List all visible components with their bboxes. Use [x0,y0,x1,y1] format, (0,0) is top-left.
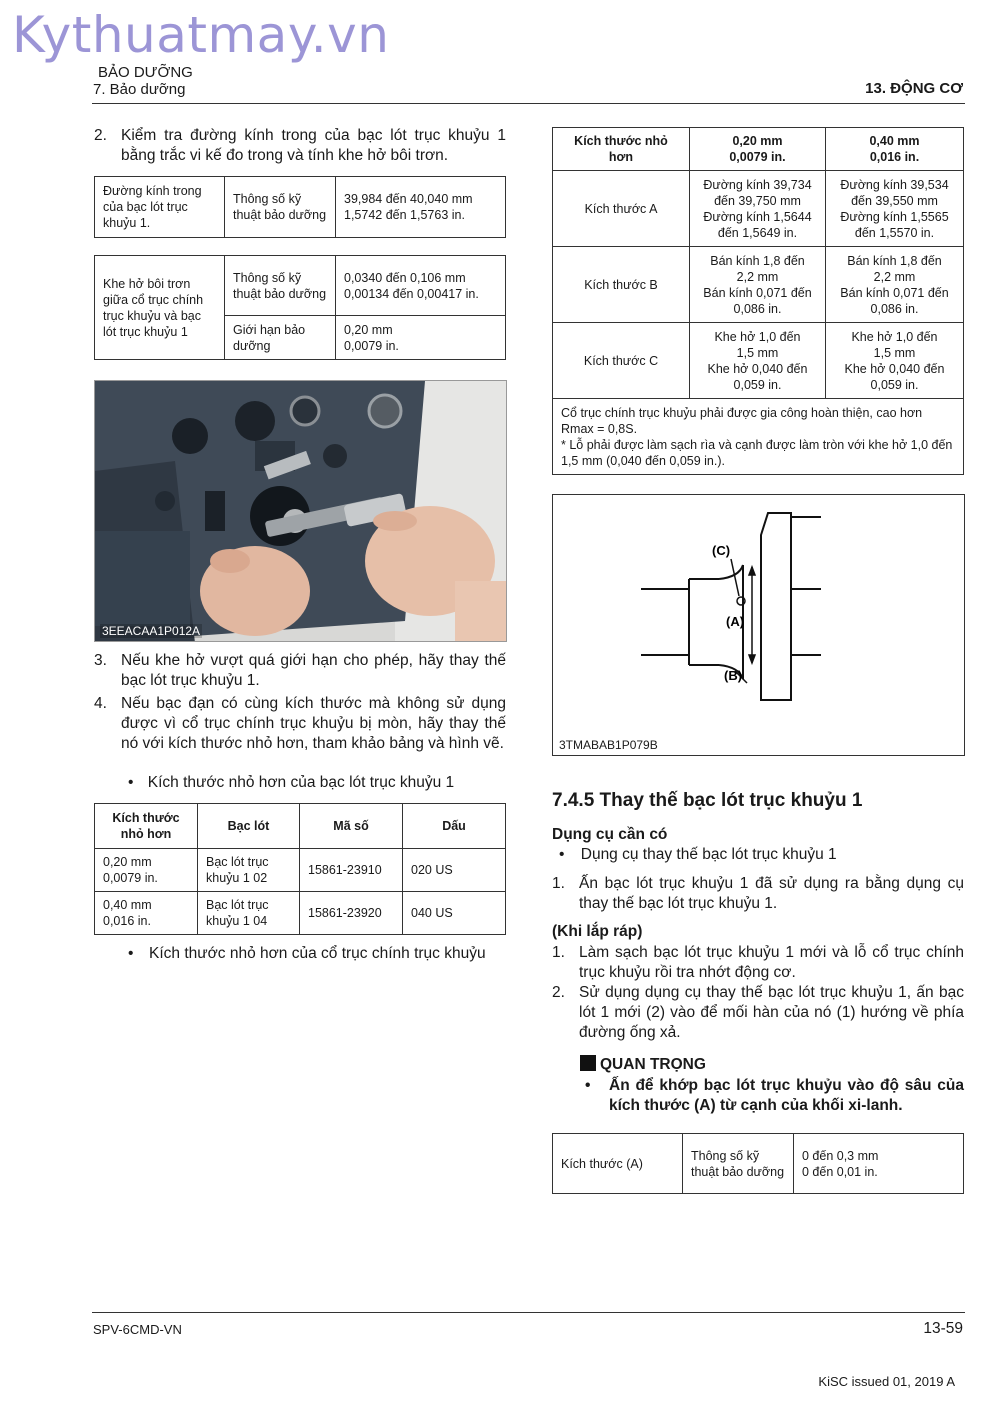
cell-020 [690,323,826,399]
table-row [95,849,506,892]
footer-issued: KiSC issued 01, 2019 A [818,1374,955,1389]
bullet-text: Kích thước nhỏ hơn của bạc lót trục khuỷu 1 [147,774,455,791]
value-in: 0,0079 in. [344,338,399,353]
diagram-label-a: (A) [726,614,745,629]
table-cell-spec-label: Thông số kỹ thuật bảo dưỡng [225,177,336,238]
line: 1,5 mm [736,345,779,360]
important-note [585,1076,964,1118]
step-text: Nếu khe hở vượt quá giới hạn cho phép, hãy thay thế bạc lót trục khuỷu 1. [121,652,506,689]
value-mm: 0 đến 0,3 mm [802,1148,879,1163]
row-label: Kích thước B [553,247,690,323]
bearing-line-2: khuỷu 1 02 [206,871,268,885]
line: 0,086 in. [733,301,782,316]
cell-040 [826,323,964,399]
cell-size [95,849,198,892]
value-mm: 0,20 mm [344,322,393,337]
step-number: 1. [552,944,565,961]
line: Đường kính 1,5644 [703,209,812,224]
cell-040 [826,171,964,247]
value-mm: 0,0340 đến 0,106 mm [344,270,466,285]
table-header-size: Kích thước nhỏ hơn [553,128,690,171]
step-3 [94,651,506,691]
line: 0,086 in. [870,301,919,316]
header-rule [92,103,965,104]
step-number: 2. [552,984,565,1001]
bearing-line-1: Bạc lót trục [206,855,269,869]
cell-bearing [198,892,300,935]
tools-title: Dụng cụ cần có [552,826,668,843]
table-header-bearing: Bạc lót [198,804,300,849]
value-in: 0 đến 0,01 in. [802,1164,878,1179]
table-row [553,171,964,247]
line: 0,059 in. [733,377,782,392]
table-row [95,892,506,935]
cell-code: 15861-23920 [300,892,403,935]
table-cell-limit-label: Giới hạn bảo dưỡng [225,316,336,360]
line: Bán kính 0,071 đến [703,285,812,300]
footer-rule [92,1312,965,1313]
removal-step-1 [552,874,964,914]
cell-code: 15861-23910 [300,849,403,892]
line: 0,059 in. [870,377,919,392]
line: đến 1,5649 in. [717,225,798,240]
cell-mark: 020 US [403,849,506,892]
depth-table [552,1133,964,1194]
journal-undersize-table [552,127,964,475]
cell-bearing [198,849,300,892]
cell-020 [690,171,826,247]
cell-020 [690,247,826,323]
line: Đường kính 39,734 [703,177,812,192]
table-row [553,323,964,399]
diagram-label-c: (C) [712,543,731,558]
line: 2,2 mm [873,269,916,284]
table-cell-limit-value [336,316,506,360]
line: Bán kính 1,8 đến [847,253,942,268]
diagram-label-b: (B) [724,668,743,683]
header-mm: 0,20 mm [732,134,783,148]
line: Bán kính 0,071 đến [840,285,949,300]
bearing-line-2: khuỷu 1 04 [206,914,268,928]
step-4 [94,694,506,774]
row-label: Kích thước A [553,171,690,247]
line: Khe hở 1,0 đến [714,329,801,344]
table-cell-label: Đường kính trong của bạc lót trục khuỷu 1. [95,177,225,238]
table-cell-value [794,1134,964,1194]
table-cell-label: Khe hở bôi trơn giữa cổ trục chính trục khuỷu và bạc lót trục khuỷu 1 [95,256,225,360]
step-number: 3. [94,652,107,669]
table-cell-label: Kích thước (A) [553,1134,683,1194]
step-number: 1. [552,875,565,892]
cell-040 [826,247,964,323]
value-in: 0,00134 đến 0,00417 in. [344,286,479,301]
value-mm: 0,20 mm [103,855,152,869]
bearing-line-1: Bạc lót trục [206,898,269,912]
tools-item [559,845,964,865]
table-cell-value [336,256,506,316]
engine-block-photo [94,380,507,642]
table-header-040 [826,128,964,171]
line: Đường kính 39,534 [840,177,949,192]
header-subsection: 7. Bảo dưỡng [93,81,186,98]
table-note [553,399,964,475]
step-number: 4. [94,695,107,712]
line: đến 1,5570 in. [854,225,935,240]
bullet-text: Kích thước nhỏ hơn của cổ trục chính trục khuỷu [149,945,486,962]
important-heading [580,1055,706,1074]
line: đến 39,750 mm [714,193,801,208]
line: Đường kính 1,5565 [840,209,949,224]
bullet-dot: • [128,774,134,791]
line: đến 39,550 mm [851,193,938,208]
photo-code-label: 3EEACAA1P012A [102,624,201,638]
table-cell-spec-label: Thông số kỹ thuật bảo dưỡng [225,256,336,316]
line: Khe hở 1,0 đến [851,329,938,344]
assembly-step-2 [552,983,964,1043]
table-header-code: Mã số [300,804,403,849]
section-title: 7.4.5 Thay thế bạc lót trục khuỷu 1 [552,790,863,811]
bullet-undersize-bearing [128,773,506,793]
table-cell-value [336,177,506,238]
step-text: Sử dụng dụng cụ thay thế bạc lót trục khuỷu 1, ấn bạc lót 1 mới (2) vào để mối hàn của nó (1) hướng về phía đường ống xả. [579,984,964,1041]
table-header-020 [690,128,826,171]
table-header-mark: Dấu [403,804,506,849]
bullet-dot: • [585,1077,591,1094]
step-2 [94,126,506,168]
line: Khe hở 0,040 đến [844,361,945,376]
undersize-bearing-table [94,803,506,935]
important-text: Ấn để khớp bạc lót trục khuỷu vào độ sâu của kích thước (A) từ cạnh của khối xi-lanh. [609,1077,964,1114]
header-in: 0,0079 in. [729,150,786,164]
step-number: 2. [94,127,107,144]
note-line: * Lỗ phải được làm sạch rìa và cạnh được làm tròn với khe hở 1,0 đến 1,5 mm (0,040 đến 0,059 in.). [561,438,953,468]
bullet-dot: • [128,945,134,962]
value-mm: 39,984 đến 40,040 mm [344,192,473,206]
table-cell-spec-label: Thông số kỹ thuật bảo dưỡng [683,1134,794,1194]
inner-diameter-table [94,176,506,238]
footer-doc-code: SPV-6CMD-VN [93,1322,182,1337]
header-section: BẢO DƯỠNG [98,64,193,81]
step-text: Ấn bạc lót trục khuỷu 1 đã sử dụng ra bằng dụng cụ thay thế bạc lót trục khuỷu 1. [579,875,964,912]
header-chapter: 13. ĐỘNG CƠ [865,80,963,97]
step-text: Làm sạch bạc lót trục khuỷu 1 mới và lỗ cổ trục chính trục khuỷu rồi tra nhớt động cơ. [579,944,964,981]
footer-page-number: 13-59 [923,1320,963,1337]
note-line: Cổ trục chính trục khuỷu phải được gia công hoàn thiện, cao hơn Rmax = 0,8S. [561,406,923,436]
bullet-dot: • [559,846,565,863]
table-row [553,247,964,323]
important-title: QUAN TRỌNG [600,1056,706,1073]
cell-mark: 040 US [403,892,506,935]
row-label: Kích thước C [553,323,690,399]
photo-illustration [95,381,507,642]
assembly-step-1 [552,943,964,983]
journal-diagram-drawing [553,495,964,755]
table-header-size: Kích thước nhỏ hơn [95,804,198,849]
value-in: 0,016 in. [103,914,151,928]
diagram-code-label: 3TMABAB1P079B [559,738,658,752]
important-square-icon [580,1055,596,1071]
assembly-title: (Khi lắp ráp) [552,923,643,940]
header-mm: 0,40 mm [869,134,920,148]
cell-size [95,892,198,935]
value-in: 0,0079 in. [103,871,158,885]
line: 1,5 mm [873,345,916,360]
bullet-undersize-journal [128,944,506,986]
value-mm: 0,40 mm [103,898,152,912]
journal-diagram [552,494,965,756]
oil-clearance-table [94,255,506,360]
step-text: Nếu bạc đạn có cùng kích thước mà không sử dụng được vì cổ trục chính trục khuỷu bị mòn, hãy thay thế nó với kích thước nhỏ hơn, tham khảo bảng và hình vẽ. [121,695,506,752]
line: 2,2 mm [736,269,779,284]
step-text: Kiểm tra đường kính trong của bạc lót trục khuỷu 1 bằng trắc vi kế đo trong và tính khe hở bôi trơn. [121,127,506,164]
line: Bán kính 1,8 đến [710,253,805,268]
watermark-text: Kythuatmay.vn [12,6,390,64]
line: Khe hở 0,040 đến [707,361,808,376]
bullet-text: Dụng cụ thay thế bạc lót trục khuỷu 1 [580,846,837,863]
header-in: 0,016 in. [869,150,920,164]
value-in: 1,5742 đến 1,5763 in. [344,208,465,222]
